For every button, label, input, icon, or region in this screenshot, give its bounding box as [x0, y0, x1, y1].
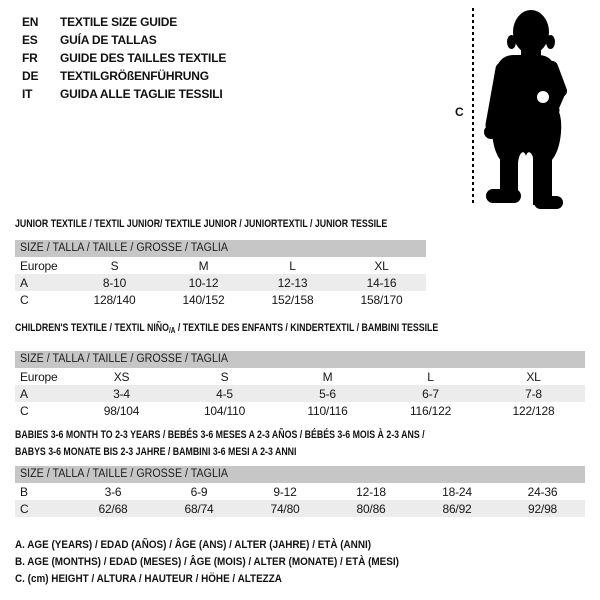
language-row	[22, 13, 226, 31]
table-cell: 98/104	[103, 403, 140, 418]
section-babies-textile	[15, 427, 585, 517]
table-row	[15, 368, 585, 385]
table-row	[15, 291, 426, 308]
section-junior-textile	[15, 217, 426, 308]
table-cell: S	[220, 369, 229, 384]
table-cell: M	[322, 369, 333, 384]
childrens-heading: CHILDREN'S TEXTILE / TEXTIL $NIÑO_{/A}$ / TEXTILE DES ENFANTS / KINDERTEXTIL / BAMBINI TESSILE	[15, 322, 439, 335]
table-cell: 6-7	[422, 386, 439, 401]
language-title: GUIDE DES TAILLES TEXTILE	[60, 51, 227, 65]
size-header-bar: SIZE / TALLA / TAILLE / GRÖSSE / TAGLIA	[15, 351, 585, 368]
table-row	[15, 500, 585, 517]
table-cell: 12-18	[356, 484, 386, 499]
table-row	[15, 402, 585, 419]
language-title: TEXTILE SIZE GUIDE	[60, 15, 178, 29]
language-title: TEXTILGRÖßENFÜHRUNG	[60, 69, 209, 83]
table-cell: 12-13	[277, 275, 308, 290]
table-cell: XL	[374, 258, 389, 273]
table-cell: 152/158	[271, 292, 314, 307]
table-cell: 14-16	[366, 275, 397, 290]
table-cell: XS	[113, 369, 130, 384]
table-cell: M	[198, 258, 209, 273]
row-label-cell: C	[20, 292, 29, 307]
language-code: DE	[22, 69, 39, 83]
table-cell: 92/98	[527, 501, 558, 516]
table-cell: 158/170	[360, 292, 403, 307]
row-label-cell: A	[20, 386, 28, 401]
table-cell: 86/92	[442, 501, 472, 516]
language-row	[22, 85, 226, 103]
row-label-cell: B	[20, 484, 28, 499]
table-cell: 74/80	[270, 501, 300, 516]
language-code: IT	[22, 87, 33, 101]
row-label-cell: C	[20, 501, 29, 516]
nino-a-subscript: /A	[168, 326, 176, 335]
table-cell: 9-12	[273, 484, 297, 499]
table-cell: 122/128	[512, 403, 555, 418]
footnote-c: C. (cm) HEIGHT / ALTURA / HAUTEUR / HÖHE / ALTEZZA	[15, 573, 282, 586]
row-label-cell: A	[20, 275, 28, 290]
footnote-b: B. AGE (MONTHS) / EDAD (MESES) / ÂGE (MOIS) / ALTER (MONATE) / ETÀ (MESI)	[15, 556, 399, 569]
footnote-a: A. AGE (YEARS) / EDAD (AÑOS) / ÂGE (ANS) / ALTER (JAHRE) / ETÀ (ANNI)	[15, 539, 372, 551]
table-cell: 128/140	[93, 292, 136, 307]
table-cell: 80/86	[356, 501, 386, 516]
table-cell: 18-24	[442, 484, 472, 499]
table-cell: 3-4	[113, 386, 130, 401]
baby-silhouette-icon	[481, 5, 571, 210]
childrens-size-table	[15, 368, 585, 419]
table-row	[15, 274, 426, 291]
table-cell: 3-6	[104, 484, 122, 499]
babies-size-table	[15, 483, 585, 517]
language-title: GUÍA DE TALLAS	[60, 33, 157, 47]
language-code: FR	[22, 51, 38, 65]
table-cell: 68/74	[184, 501, 214, 516]
language-code: EN	[22, 15, 39, 29]
language-title: GUIDA ALLE TAGLIE TESSILI	[60, 87, 223, 101]
language-row	[22, 31, 226, 49]
table-cell: 24-36	[527, 484, 558, 499]
table-row	[15, 257, 426, 274]
table-row	[15, 385, 585, 402]
junior-size-table	[15, 257, 426, 308]
table-cell: 104/110	[203, 403, 246, 418]
language-row	[22, 49, 226, 67]
language-title-block	[22, 13, 226, 103]
babies-heading-line2: BABYS 3-6 MONATE BIS 2-3 JAHRE / BAMBINI 3-6 MESI A 2-3 ANNI	[15, 446, 297, 458]
table-cell: S	[110, 258, 119, 273]
height-measure-dashed-line	[472, 8, 474, 205]
section-childrens-textile	[15, 321, 585, 419]
babies-heading-line1: BABIES 3-6 MONTH TO 2-3 YEARS / BEBÉS 3-6 MESES A 2-3 AÑOS / BÉBÉS 3-6 MOIS À 2-3 ANS /	[15, 429, 425, 441]
row-label-cell: Europe	[20, 258, 58, 273]
table-cell: 6-9	[190, 484, 208, 499]
table-cell: 7-8	[525, 386, 542, 401]
table-cell: L	[289, 258, 296, 273]
table-cell: 140/152	[182, 292, 225, 307]
table-cell: L	[427, 369, 434, 384]
height-label-c: C	[455, 105, 464, 119]
junior-heading: JUNIOR TEXTILE / TEXTIL JUNIOR/ TEXTILE JUNIOR / JUNIORTEXTIL / JUNIOR TESSILE	[15, 218, 388, 230]
table-cell: 4-5	[216, 386, 233, 401]
row-label-cell: Europe	[20, 369, 58, 384]
table-cell: 10-12	[188, 275, 219, 290]
table-cell: 116/122	[409, 403, 452, 418]
language-code: ES	[22, 33, 38, 47]
table-row	[15, 483, 585, 500]
table-cell: 5-6	[319, 386, 336, 401]
language-row	[22, 67, 226, 85]
table-cell: 62/68	[98, 501, 128, 516]
row-label-cell: C	[20, 403, 29, 418]
table-cell: 110/116	[307, 403, 348, 418]
table-cell: 8-10	[102, 275, 127, 290]
table-cell: XL	[526, 369, 541, 384]
size-header-bar: SIZE / TALLA / TAILLE / GRÖSSE / TAGLIA	[15, 240, 426, 257]
size-header-bar: SIZE / TALLA / TAILLE / GRÖSSE / TAGLIA	[15, 466, 585, 483]
footnotes	[15, 537, 442, 589]
